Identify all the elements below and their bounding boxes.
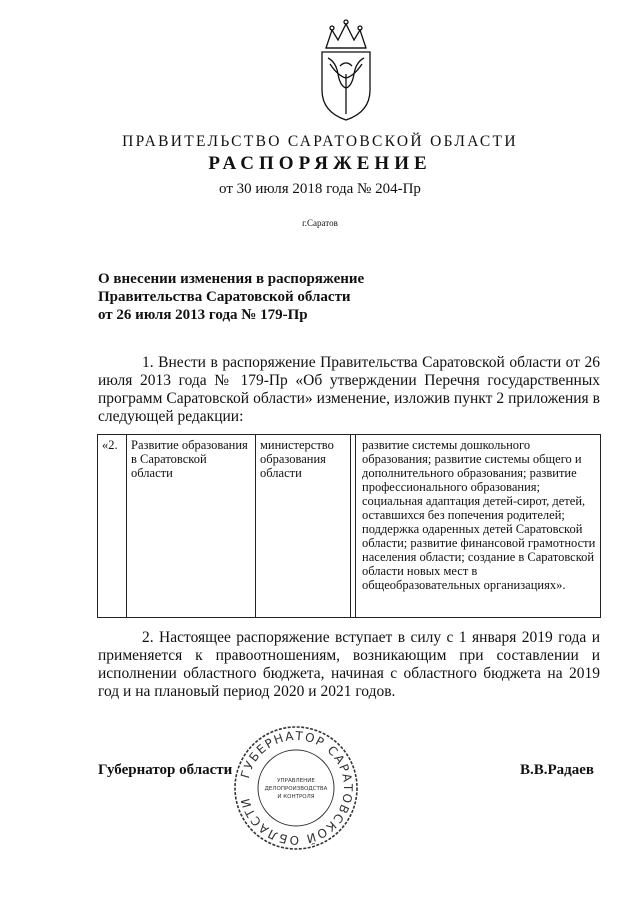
table-cell-subprograms: развитие системы дошкольного образования; развитие системы общего и дополнительного образования; развитие профессионального образования; социальная адаптация детей-сирот, детей, оставшихся без попечения родителей; поддержка одаренных детей Саратовской области; развитие финансовой грамотности населения области; создание в Саратовской области новых мест в общеобразовательных организациях». bbox=[356, 435, 601, 618]
table-cell-program: Развитие образования в Саратовской области bbox=[127, 435, 256, 618]
svg-text:И КОНТРОЛЯ: И КОНТРОЛЯ bbox=[277, 794, 315, 800]
svg-text:ГУБЕРНАТОР САРАТОВСКОЙ ОБЛАСТИ: ГУБЕРНАТОР САРАТОВСКОЙ ОБЛАСТИ bbox=[237, 728, 356, 848]
government-title: ПРАВИТЕЛЬСТВО САРАТОВСКОЙ ОБЛАСТИ bbox=[122, 133, 518, 150]
subject-line: О внесении изменения в распоряжение bbox=[98, 271, 365, 287]
table-cell-number: «2. bbox=[98, 435, 127, 618]
document-type-heading: РАСПОРЯЖЕНИЕ bbox=[208, 153, 432, 174]
paragraph-1: 1. Внести в распоряжение Правительства Саратовской области от 26 июля 2013 года № 179-Пр «Об утверждении Перечня государственных программ Саратовской области» изменение, изложив пункт 2 приложения в следующей редакции: bbox=[98, 354, 600, 425]
subject-line: от 26 июля 2013 года № 179-Пр bbox=[98, 307, 308, 323]
amendment-table bbox=[97, 434, 601, 618]
subject-line: Правительства Саратовской области bbox=[98, 289, 351, 305]
table-cell-executor: министерство образования области bbox=[256, 435, 351, 618]
official-seal-stamp bbox=[232, 724, 360, 852]
signer-name: В.В.Радаев bbox=[520, 762, 595, 778]
document-date-number: от 30 июля 2018 года № 204-Пр bbox=[219, 181, 421, 197]
document-city: г.Саратов bbox=[302, 218, 338, 228]
signer-title: Губернатор области bbox=[98, 762, 233, 778]
svg-text:УПРАВЛЕНИЕ: УПРАВЛЕНИЕ bbox=[277, 778, 315, 784]
table-row bbox=[98, 435, 601, 618]
paragraph-2: 2. Настоящее распоряжение вступает в силу с 1 января 2019 года и применяется к правоотношениям, возникающим при составлении и исполнении областного бюджета, начиная с областного бюджета на 2019 год и на плановый период 2020 и 2021 годов. bbox=[98, 629, 600, 700]
document-subject bbox=[98, 270, 418, 324]
coat-of-arms-icon bbox=[318, 18, 374, 122]
svg-text:ДЕЛОПРОИЗВОДСТВА: ДЕЛОПРОИЗВОДСТВА bbox=[264, 786, 328, 792]
